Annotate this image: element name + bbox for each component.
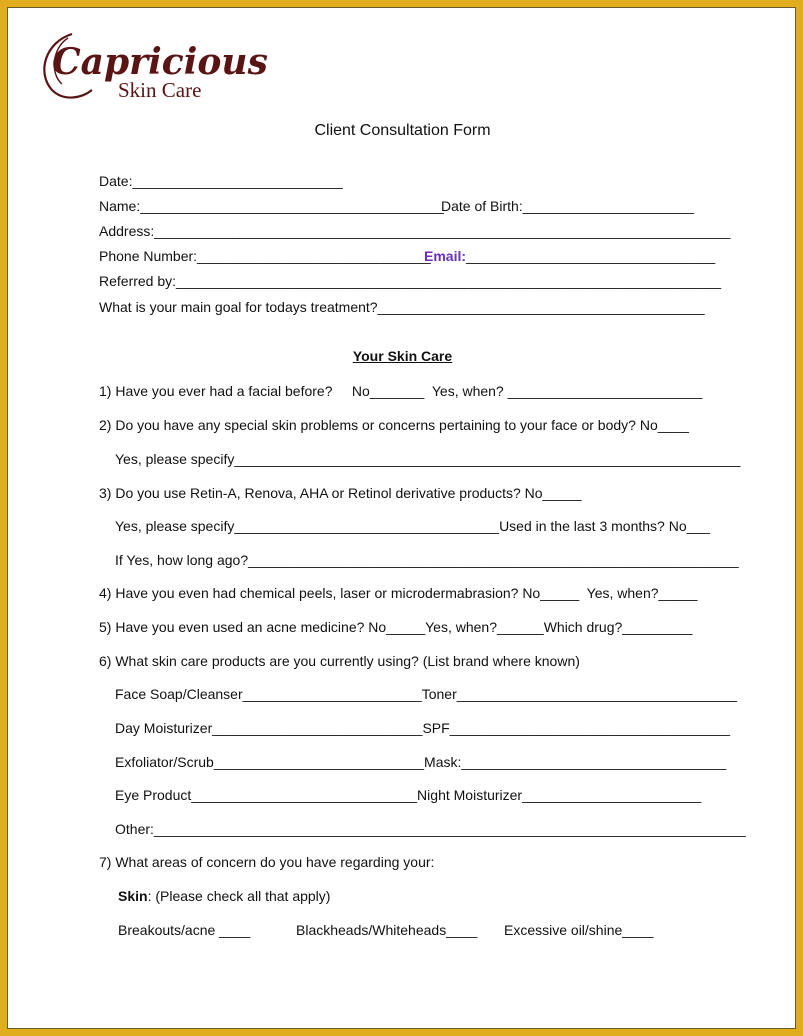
question-4[interactable]: 4) Have you even had chemical peels, laser or microdermabrasion? No_____ Yes, when?_____ xyxy=(99,585,698,601)
products-moisturizer-spf[interactable]: Day Moisturizer___________________________SPF____________________________________ xyxy=(115,720,730,736)
concern-oil[interactable]: Excessive oil/shine____ xyxy=(504,922,654,938)
address-field[interactable]: Address:__________________________________________________________________________ xyxy=(99,223,731,239)
email-label: Email: xyxy=(424,248,467,264)
question-1[interactable]: 1) Have you ever had a facial before? No_______ Yes, when? _________________________ xyxy=(99,383,703,399)
skin-label: Skin xyxy=(118,888,148,904)
question-2[interactable]: 2) Do you have any special skin problems or concerns pertaining to your face or body? No____ xyxy=(99,417,689,433)
question-6: 6) What skin care products are you currently using? (List brand where known) xyxy=(99,653,580,669)
question-5[interactable]: 5) Have you even used an acne medicine? No_____Yes, when?______Which drug?_________ xyxy=(99,619,693,635)
date-field[interactable]: Date:___________________________ xyxy=(99,173,343,189)
products-other[interactable]: Other:____________________________________________________________________________ xyxy=(115,821,746,837)
products-eye-night[interactable]: Eye Product_____________________________Night Moisturizer_______________________ xyxy=(115,787,702,803)
form-sheet xyxy=(7,7,796,1029)
section-title: Your Skin Care xyxy=(352,348,453,364)
name-field[interactable]: Name:_______________________________________ xyxy=(99,198,444,214)
question-7: 7) What areas of concern do you have regarding your: xyxy=(99,854,435,870)
logo-brand-text: Capricious xyxy=(52,41,268,83)
goal-field[interactable]: What is your main goal for todays treatment?__________________________________________ xyxy=(99,299,705,315)
skin-hint: : (Please check all that apply) xyxy=(147,888,331,904)
question-2-specify[interactable]: Yes, please specify_________________________________________________________________ xyxy=(115,451,741,467)
products-exfoliator-mask[interactable]: Exfoliator/Scrub___________________________Mask:__________________________________ xyxy=(115,754,727,770)
dob-field[interactable]: Date of Birth:______________________ xyxy=(441,198,694,214)
concern-blackheads[interactable]: Blackheads/Whiteheads____ xyxy=(296,922,478,938)
phone-field[interactable]: Phone Number:______________________________ xyxy=(99,248,431,264)
logo-sub-text: Skin Care xyxy=(118,78,202,102)
question-3-specify[interactable]: Yes, please specify__________________________________Used in the last 3 months? No___ xyxy=(115,518,710,534)
concern-breakouts[interactable]: Breakouts/acne ____ xyxy=(118,922,251,938)
page-title: Client Consultation Form xyxy=(314,122,491,139)
products-cleanser-toner[interactable]: Face Soap/Cleanser_______________________Toner____________________________________ xyxy=(115,686,738,702)
skin-heading xyxy=(118,887,330,905)
email-line: ________________________________ xyxy=(466,248,716,264)
referred-field[interactable]: Referred by:______________________________________________________________________ xyxy=(99,273,722,289)
question-3[interactable]: 3) Do you use Retin-A, Renova, AHA or Retinol derivative products? No_____ xyxy=(99,485,582,501)
email-field[interactable] xyxy=(424,247,715,265)
question-3-how-long[interactable]: If Yes, how long ago?_______________________________________________________________ xyxy=(115,552,739,568)
